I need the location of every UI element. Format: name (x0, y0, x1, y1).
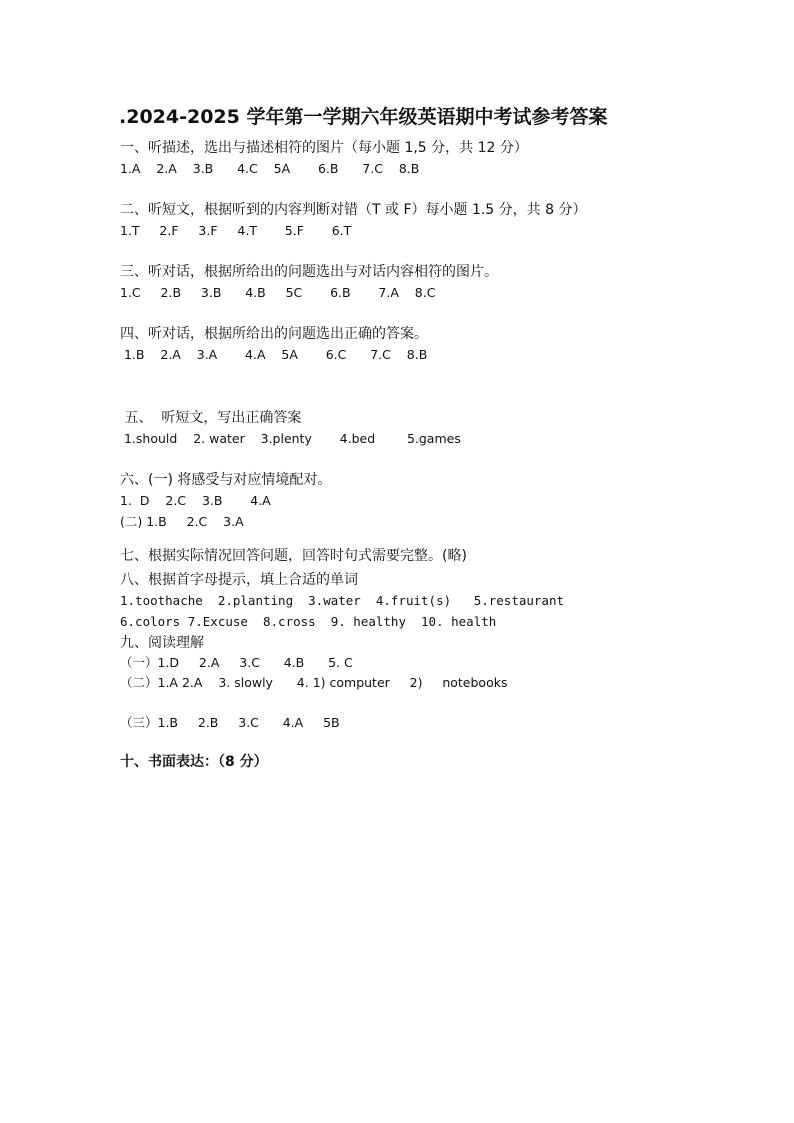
section-6-heading: 六、(一) 将感受与对应情境配对。 (120, 472, 332, 488)
section-4-heading: 四、听对话，根据所给出的问题选出正确的答案。 (120, 326, 428, 342)
section-5-heading: 五、 听短文，写出正确答案 (120, 410, 302, 426)
section-10-heading: 十、书面表达：（8 分） (120, 754, 268, 770)
section-3-heading: 三、听对话，根据所给出的问题选出与对话内容相符的图片。 (120, 264, 498, 280)
section-9-part-1-answers: （一）1.D 2.A 3.C 4.B 5. C (120, 655, 353, 670)
section-8-answers-line-1: 1.toothache 2.planting 3.water 4.fruit(s) 5.restaurant (120, 593, 565, 608)
section-9-part-2-answers: （二）1.A 2.A 3. slowly 4. 1) computer 2) notebooks (120, 675, 508, 690)
section-9-part-3-answers: （三）1.B 2.B 3.C 4.A 5B (120, 715, 340, 730)
section-3-answers: 1.C 2.B 3.B 4.B 5C 6.B 7.A 8.C (120, 285, 436, 300)
section-2-answers: 1.T 2.F 3.F 4.T 5.F 6.T (120, 223, 352, 238)
section-6-part-2-answers: (二) 1.B 2.C 3.A (120, 514, 244, 529)
section-9-heading: 九、阅读理解 (120, 635, 204, 651)
section-8-heading: 八、根据首字母提示，填上合适的单词 (120, 572, 358, 588)
section-8-answers-line-2: 6.colors 7.Excuse 8.cross 9. healthy 10. health (120, 614, 497, 629)
section-1-heading: 一、听描述，选出与描述相符的图片（每小题 1,5 分，共 12 分） (120, 140, 528, 156)
section-6-part-1-answers: 1. D 2.C 3.B 4.A (120, 493, 271, 508)
section-1-answers: 1.A 2.A 3.B 4.C 5A 6.B 7.C 8.B (120, 161, 420, 176)
section-2-heading: 二、听短文，根据听到的内容判断对错（T 或 F）每小题 1.5 分，共 8 分） (120, 202, 587, 218)
document-title: .2024-2025 学年第一学期六年级英语期中考试参考答案 (119, 106, 608, 128)
section-5-answers: 1.should 2. water 3.plenty 4.bed 5.games (120, 431, 461, 446)
section-7-heading: 七、根据实际情况回答问题，回答时句式需要完整。(略) (120, 548, 467, 564)
section-4-answers: 1.B 2.A 3.A 4.A 5A 6.C 7.C 8.B (120, 347, 428, 362)
